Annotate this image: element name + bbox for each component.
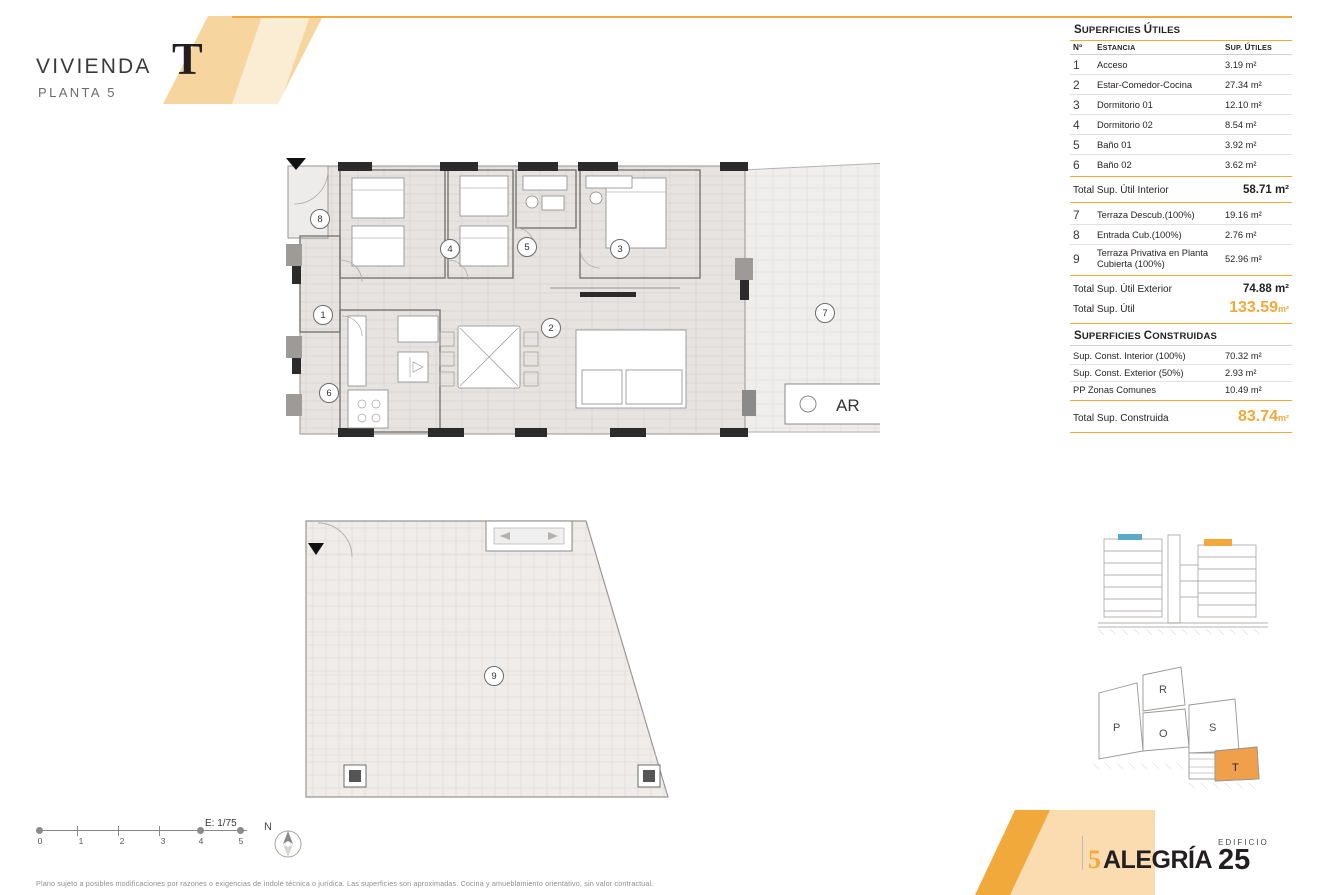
utiles-title-tiles: TILES — [1152, 25, 1181, 36]
section-title-utiles — [1074, 24, 1292, 36]
construidas-title-rest: UPERFICIES — [1081, 331, 1144, 343]
logo-mark: 5 — [1088, 845, 1101, 874]
row-number: 3 — [1070, 95, 1094, 115]
table-row — [1070, 225, 1292, 245]
total-construida-number: 83.74 — [1237, 408, 1278, 426]
scale-label-0: 0 — [37, 836, 43, 846]
constructed-areas-table — [1070, 348, 1292, 398]
table-row — [1070, 382, 1292, 399]
page-title: VIVIENDA — [36, 55, 152, 78]
table-row — [1070, 245, 1292, 274]
total-util-row — [1070, 299, 1292, 321]
th-area-tiles: TILES — [1250, 43, 1273, 52]
legal-disclaimer: Plano sujeto a posibles modificaciones por razones o exigencias de índole técnica o jurídica. Las superficies son aproximadas. Cocina y amueblamiento orientativo, sin valor contractual. — [36, 879, 654, 888]
row-area: 8.54 m² — [1222, 115, 1292, 135]
scale-bar — [36, 826, 251, 848]
scale-tick — [159, 826, 160, 836]
total-exterior-row — [1070, 278, 1292, 299]
key-plan-diagram — [1085, 655, 1280, 795]
row-room: Acceso — [1094, 55, 1222, 75]
utiles-title-rest: UPERFICIES — [1081, 25, 1144, 36]
scale-line — [40, 830, 247, 831]
rule-after-total-construida — [1070, 432, 1292, 433]
svg-text:T: T — [1232, 762, 1239, 774]
logo-number: 25 — [1218, 844, 1251, 876]
construidas-title-c: C — [1143, 330, 1153, 343]
scale-label-3: 3 — [160, 836, 166, 846]
room-marker-7: 7 — [815, 303, 835, 323]
row-room: Sup. Const. Exterior (50%) — [1070, 365, 1222, 382]
row-room: PP Zonas Comunes — [1073, 385, 1157, 396]
total-util-value — [1229, 299, 1289, 317]
row-number: 9 — [1073, 252, 1080, 267]
areas-panel — [1070, 22, 1292, 435]
logo-divider — [1082, 836, 1083, 870]
room-marker-9: 9 — [484, 666, 504, 686]
total-construida-value — [1238, 408, 1289, 426]
scale-labels — [36, 836, 251, 848]
floorplan-main — [280, 140, 880, 460]
row-number: 2 — [1070, 75, 1094, 95]
total-construida-row — [1070, 403, 1292, 430]
scale-label-5: 5 — [238, 836, 244, 846]
scale-tick — [77, 826, 78, 836]
total-util-label: Total Sup. Útil — [1073, 304, 1135, 316]
th-area-u: Ú — [1244, 43, 1251, 52]
unit-type-letter: T — [172, 33, 203, 84]
table-row — [1070, 348, 1292, 365]
svg-text:O: O — [1159, 728, 1168, 740]
row-room: Terraza Privativa en Planta Cubierta (100%) — [1097, 247, 1209, 270]
table-header-row — [1070, 41, 1292, 55]
row-room: Estar-Comedor-Cocina — [1094, 75, 1222, 95]
row-area: 2.76 m² — [1222, 225, 1292, 245]
floorplan-roof-terrace — [300, 515, 700, 810]
total-construida-unit: m² — [1278, 413, 1289, 424]
row-room: Terraza Descub.(100%) — [1094, 205, 1222, 225]
room-marker-3: 3 — [610, 239, 630, 259]
room-marker-6: 6 — [319, 383, 339, 403]
scale-dot-end — [237, 827, 244, 834]
table-row — [1070, 365, 1292, 382]
row-room: Baño 02 — [1097, 159, 1132, 170]
svg-text:AR: AR — [836, 396, 860, 415]
th-room — [1094, 41, 1222, 55]
row-room: Entrada Cub.(100%) — [1094, 225, 1222, 245]
svg-text:S: S — [1209, 722, 1217, 734]
floor-label: PLANTA 5 — [38, 85, 117, 100]
row-number: 4 — [1070, 115, 1094, 135]
scale-ratio-label: E: 1/75 — [205, 818, 237, 829]
logo-edificio-label: EDIFICIO — [1218, 838, 1269, 847]
row-area: 3.92 m² — [1222, 135, 1292, 155]
th-area-s: S — [1225, 43, 1231, 52]
rule-after-exterior — [1070, 275, 1292, 276]
building-section-diagram — [1098, 525, 1268, 637]
scale-bar-graphic — [36, 826, 251, 836]
header-rule — [232, 16, 1292, 18]
scale-label-2: 2 — [119, 836, 125, 846]
row-area: 19.16 m² — [1222, 205, 1292, 225]
row-room: Sup. Const. Interior (100%) — [1070, 348, 1222, 365]
construidas-title-onstruidas: ONSTRUIDAS — [1152, 331, 1218, 343]
row-room: Dormitorio 01 — [1094, 95, 1222, 115]
utiles-title-cap: S — [1074, 24, 1082, 36]
row-number: 6 — [1073, 157, 1080, 172]
utiles-title-u: Ú — [1143, 24, 1153, 36]
row-room: Baño 01 — [1094, 135, 1222, 155]
total-exterior-value: 74.88 m² — [1242, 283, 1289, 296]
total-util-unit: m² — [1278, 304, 1289, 315]
total-util-number: 133.59 — [1229, 299, 1278, 317]
row-number: 7 — [1070, 205, 1094, 225]
svg-text:N: N — [264, 821, 272, 833]
table-row — [1070, 95, 1292, 115]
row-number: 1 — [1070, 55, 1094, 75]
table-row — [1070, 205, 1292, 225]
row-area: 3.19 m² — [1222, 55, 1292, 75]
row-area: 10.49 m² — [1225, 385, 1262, 396]
row-area: 27.34 m² — [1222, 75, 1292, 95]
scale-label-4: 4 — [198, 836, 204, 846]
th-number: Nº — [1070, 41, 1094, 55]
north-arrow-icon — [262, 818, 308, 864]
row-number: 8 — [1070, 225, 1094, 245]
total-construida-label: Total Sup. Construida — [1073, 413, 1169, 425]
room-marker-5: 5 — [517, 237, 537, 257]
scale-label-1: 1 — [78, 836, 84, 846]
section-title-construidas — [1074, 330, 1292, 342]
svg-text:R: R — [1159, 684, 1167, 696]
total-interior-label: Total Sup. Útil Interior — [1073, 185, 1169, 196]
brand-logo — [1088, 838, 1269, 876]
total-interior-value: 58.71 m² — [1242, 184, 1289, 196]
rule-after-interior — [1070, 176, 1292, 177]
th-room-cap: E — [1097, 43, 1103, 52]
row-area: 3.62 m² — [1225, 159, 1257, 170]
rule-before-exterior — [1070, 202, 1292, 203]
total-interior-row — [1070, 179, 1292, 200]
rule-construidas — [1070, 345, 1292, 346]
total-exterior-label: Total Sup. Útil Exterior — [1073, 284, 1172, 296]
scale-dot — [197, 827, 204, 834]
th-area — [1222, 41, 1292, 55]
room-marker-8: 8 — [310, 209, 330, 229]
room-marker-4: 4 — [440, 239, 460, 259]
scale-dot-start — [36, 827, 43, 834]
construidas-title-s: S — [1074, 330, 1082, 343]
table-row — [1070, 135, 1292, 155]
row-area: 12.10 m² — [1222, 95, 1292, 115]
table-row — [1070, 55, 1292, 75]
row-area: 52.96 m² — [1225, 254, 1262, 265]
room-marker-2: 2 — [541, 318, 561, 338]
exterior-areas-table — [1070, 205, 1292, 273]
row-room: Dormitorio 02 — [1094, 115, 1222, 135]
th-room-rest: STANCIA — [1102, 43, 1136, 52]
table-row — [1070, 75, 1292, 95]
row-area: 2.93 m² — [1222, 365, 1292, 382]
room-marker-1: 1 — [313, 305, 333, 325]
logo-suffix — [1218, 838, 1269, 876]
table-row — [1070, 115, 1292, 135]
rule-before-total-construida — [1070, 400, 1292, 401]
scale-tick — [118, 826, 119, 836]
th-area-up: UP. — [1230, 43, 1245, 52]
logo-name: ALEGRÍA — [1103, 846, 1212, 874]
row-number: 5 — [1070, 135, 1094, 155]
table-row — [1070, 155, 1292, 175]
row-area: 70.32 m² — [1222, 348, 1292, 365]
rule-before-construidas — [1070, 323, 1292, 324]
interior-areas-table — [1070, 41, 1292, 174]
svg-text:P: P — [1113, 722, 1121, 734]
